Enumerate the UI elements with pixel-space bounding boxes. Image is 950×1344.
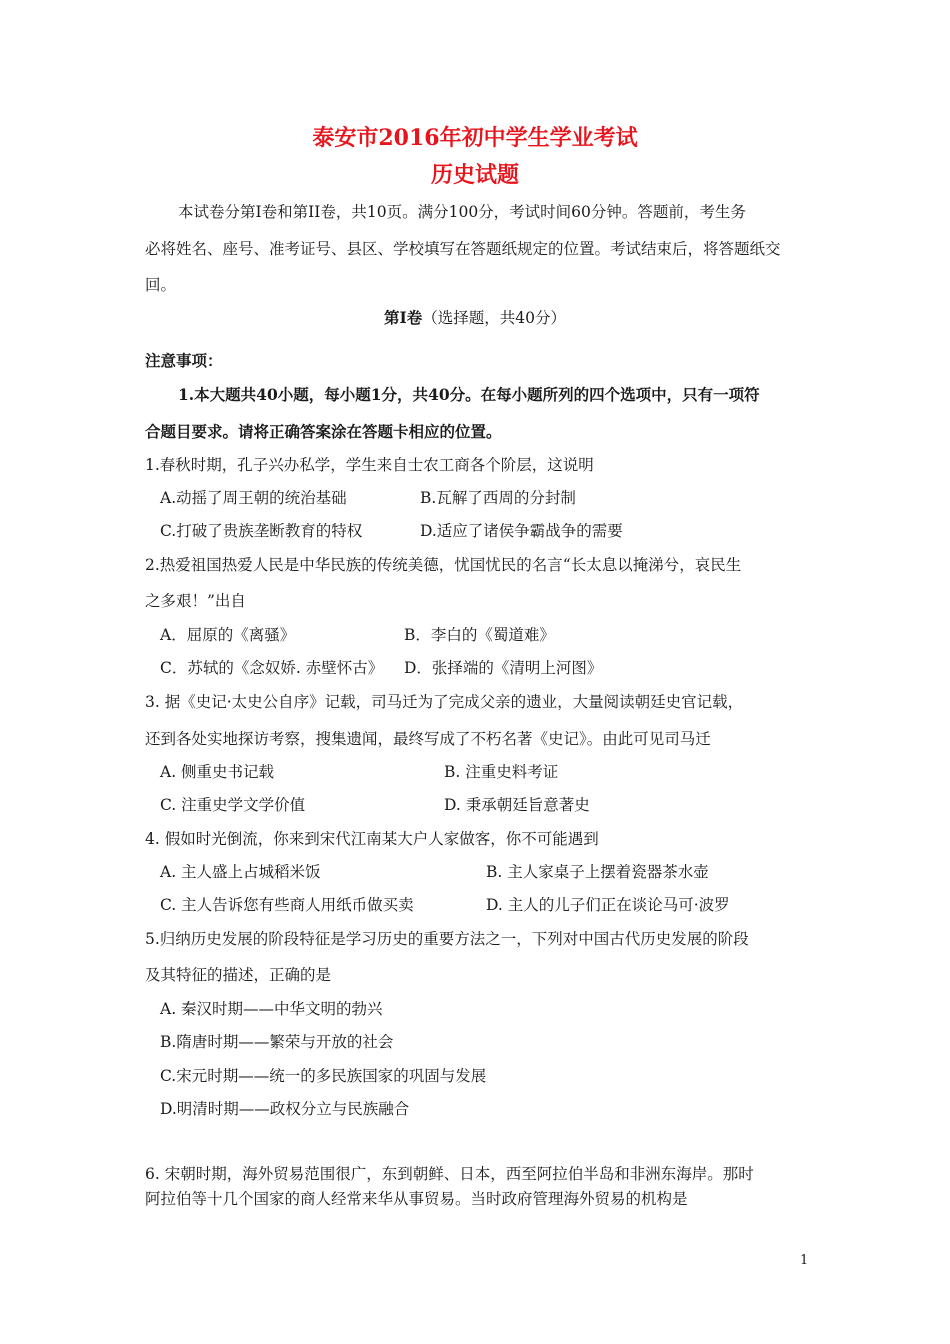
question-2-option-d: D．张择端的《清明上河图》: [404, 659, 603, 677]
question-5-option-b: B.隋唐时期——繁荣与开放的社会: [160, 1033, 394, 1051]
question-3-option-a: A. 侧重史书记载: [160, 763, 275, 781]
question-4-option-a: A. 主人盛上占城稻米饭: [160, 863, 321, 881]
question-1-option-b: B.瓦解了西周的分封制: [420, 489, 576, 507]
question-3-option-d: D. 秉承朝廷旨意著史: [444, 796, 590, 814]
exam-subject-title: 历史试题: [430, 162, 519, 188]
question-2-option-a: A．屈原的《离骚》: [160, 626, 296, 644]
question-4-option-d: D. 主人的儿子们正在谈论马可·波罗: [486, 896, 730, 914]
question-1-option-c: C.打破了贵族垄断教育的特权: [160, 522, 363, 540]
question-3-option-c: C. 注重史学文学价值: [160, 796, 306, 814]
question-1-stem-line-1: 1.春秋时期，孔子兴办私学，学生来自士农工商各个阶层，这说明: [145, 456, 594, 474]
section-title: [0, 306, 950, 328]
question-1-option-a: A.动摇了周王朝的统治基础: [160, 489, 347, 507]
question-5-option-c: C.宋元时期——统一的多民族国家的巩固与发展: [160, 1067, 487, 1085]
notes-line-1: 1.本大题共40小题，每小题1分，共40分。在每小题所列的四个选项中，只有一项符: [178, 385, 760, 404]
question-4-stem-line-1: 4. 假如时光倒流，你来到宋代江南某大户人家做客，你不可能遇到: [145, 830, 599, 848]
intro-line-2: 必将姓名、座号、准考证号、县区、学校填写在答题纸规定的位置。考试结束后，将答题纸交: [145, 240, 781, 258]
question-5-option-d: D.明清时期——政权分立与民族融合: [160, 1100, 410, 1118]
notes-line-2: 合题目要求。请将正确答案涂在答题卡相应的位置。: [145, 422, 502, 441]
section-title-rest: （选择题，共40分）: [422, 309, 566, 327]
question-2-option-b: B．李白的《蜀道难》: [404, 626, 555, 644]
question-4-option-c: C. 主人告诉您有些商人用纸币做买卖: [160, 896, 414, 914]
question-6-stem-line-2: 阿拉伯等十几个国家的商人经常来华从事贸易。当时政府管理海外贸易的机构是: [145, 1190, 688, 1208]
intro-line-1: 本试卷分第I卷和第II卷，共10页。满分100分，考试时间60分钟。答题前，考生务: [178, 203, 746, 221]
question-5-stem-line-2: 及其特征的描述，正确的是: [145, 966, 332, 984]
question-3-stem-line-2: 还到各处实地探访考察，搜集遗闻，最终写成了不朽名著《史记》。由此可见司马迁: [145, 730, 711, 748]
question-1-option-d: D.适应了诸侯争霸战争的需要: [420, 522, 623, 540]
question-5-option-a: A. 秦汉时期——中华文明的勃兴: [160, 1000, 383, 1018]
question-6-stem-line-1: 6. 宋朝时期，海外贸易范围很广，东到朝鲜、日本，西至阿拉伯半岛和非洲东海岸。那时: [145, 1165, 754, 1183]
section-title-bold: 第I卷: [384, 308, 423, 327]
exam-title: 泰安市2016年初中学生学业考试: [312, 125, 638, 151]
page-number: 1: [800, 1253, 809, 1268]
intro-line-3: 回。: [145, 276, 177, 294]
question-4-option-b: B. 主人家桌子上摆着瓷器茶水壶: [486, 863, 709, 881]
question-5-stem-line-1: 5.归纳历史发展的阶段特征是学习历史的重要方法之一，下列对中国古代历史发展的阶段: [145, 930, 749, 948]
notes-heading: 注意事项：: [145, 351, 223, 370]
question-3-option-b: B. 注重史料考证: [444, 763, 559, 781]
question-3-stem-line-1: 3. 据《史记·太史公自序》记载，司马迁为了完成父亲的遗业，大量阅读朝廷史官记载，: [145, 693, 744, 711]
question-2-stem-line-1: 2.热爱祖国热爱人民是中华民族的传统美德，忧国忧民的名言“长太息以掩涕兮，哀民生: [145, 556, 742, 574]
question-2-option-c: C．苏轼的《念奴娇. 赤壁怀古》: [160, 659, 384, 677]
question-2-stem-line-2: 之多艰！”出自: [145, 592, 246, 610]
